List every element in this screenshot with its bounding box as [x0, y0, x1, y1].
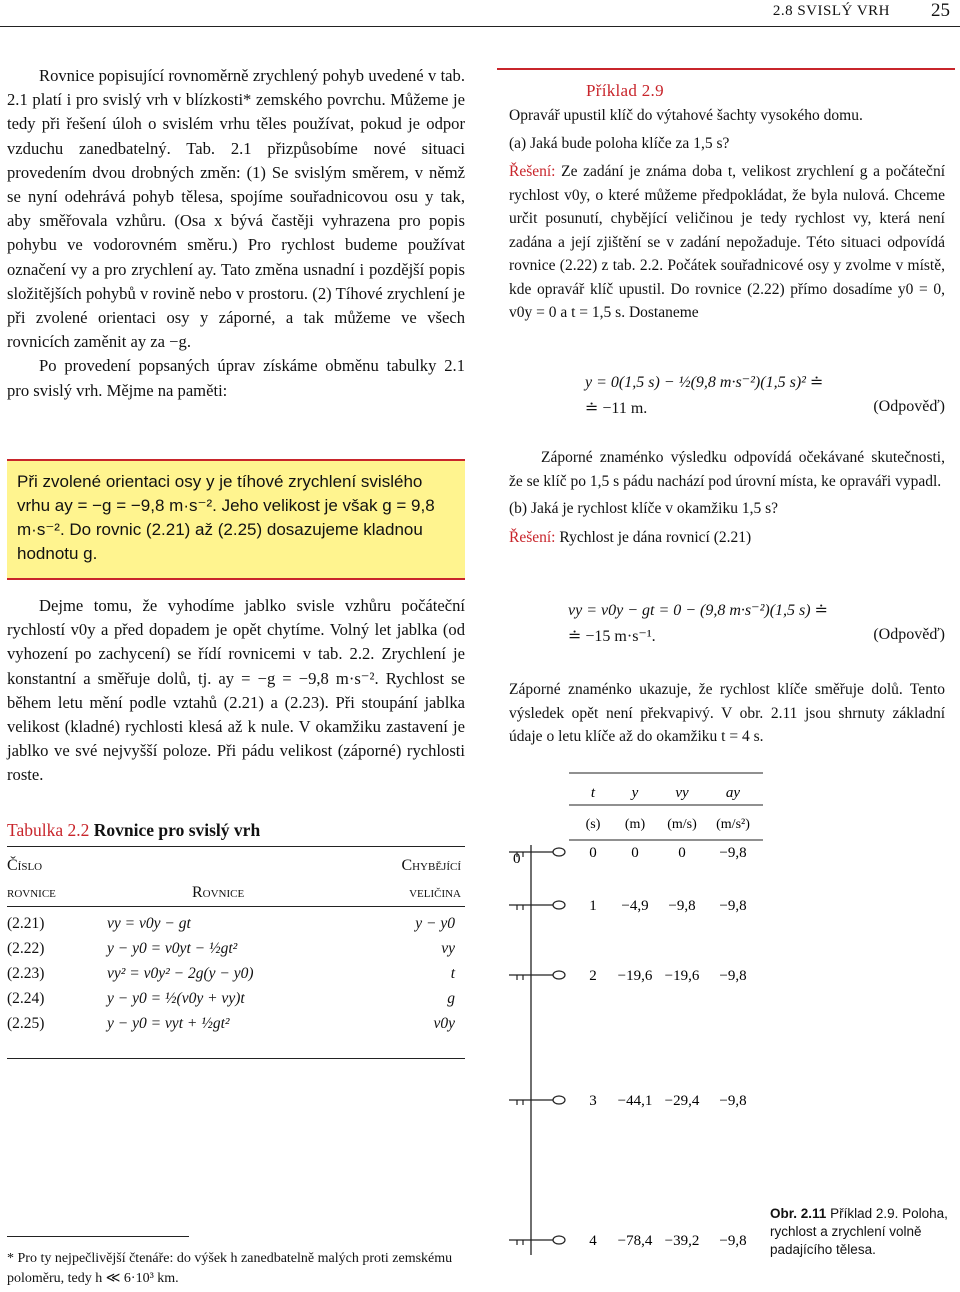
figure-cell-y: 0: [631, 845, 639, 861]
answer-label: (Odpověď): [873, 398, 945, 415]
row-missing: g: [447, 989, 455, 1007]
table-row: [7, 936, 465, 961]
row-equation: y − y0 = v0yt − ½gt²: [107, 939, 238, 957]
figure-rows: [509, 845, 747, 1249]
table-row: [7, 961, 465, 986]
row-equation: y − y0 = ½(v0y + vy)t: [107, 989, 245, 1007]
figure-cell-t: 1: [589, 898, 597, 914]
figure-cell-y: −78,4: [617, 1233, 653, 1249]
solution-a: [509, 160, 945, 325]
paragraph-b-result: Záporné znaménko ukazuje, že rychlost klíče směřuje dolů. Tento výsledek opět není překvapivý. V obr. 2.11 jsou shrnuty základní údaje o letu klíče až do okamžiku t = 4 s.: [509, 681, 945, 745]
example-frame: [497, 68, 955, 82]
example-intro: Opravář upustil klíč do výtahové šachty vysokého domu.: [509, 107, 863, 124]
question-b: (b) Jaká je rychlost klíče v okamžiku 1,5 s?: [509, 500, 779, 517]
key-icon: [509, 848, 565, 857]
equation-b: [568, 600, 945, 646]
header-number: Číslo: [7, 857, 43, 874]
running-section-title: 2.8 SVISLÝ VRH: [772, 3, 890, 19]
unit-vy: (m/s): [667, 817, 697, 832]
solution-label: Řešení:: [509, 528, 556, 546]
equation-b-line2-wrap: [568, 626, 945, 646]
figure-cell-vy: −39,2: [664, 1233, 700, 1249]
row-number: (2.24): [7, 989, 45, 1007]
table-row: [7, 986, 465, 1011]
equation-a-line2: ≐ −11 m.: [585, 400, 648, 417]
example-part-a: [509, 104, 945, 325]
solution-label: Řešení:: [509, 163, 556, 180]
header-rule: [0, 26, 960, 27]
solution-b: [509, 526, 945, 550]
example-middle: [509, 446, 945, 549]
figure-cell-y: −4,9: [621, 898, 649, 914]
figure-cell-t: 4: [589, 1233, 597, 1249]
header-missing: Chybějící: [401, 857, 461, 874]
paragraph-a-result: Záporné znaménko výsledku odpovídá očekávané skutečnosti, že se klíč po 1,5 s pádu nachází pod úrovní místa, ke opraváři vypadl.: [509, 449, 945, 490]
row-missing: vy: [441, 939, 455, 957]
row-missing: y − y0: [415, 914, 455, 932]
equation-a-line1: y = 0(1,5 s) − ½(9,8 m·s⁻²)(1,5 s)² ≐: [585, 374, 824, 391]
figure-caption-label: Obr. 2.11: [770, 1206, 827, 1221]
key-icon: [509, 1096, 565, 1105]
table-row: [7, 1011, 465, 1036]
col-header-t: t: [590, 785, 596, 801]
col-header-ay: ay: [725, 785, 741, 801]
figure-cell-vy: −19,6: [664, 968, 700, 984]
answer-label: (Odpověď): [873, 626, 945, 643]
figure-cell-ay: −9,8: [719, 845, 747, 861]
equation-b-line1: vy = v0y − gt = 0 − (9,8 m·s⁻²)(1,5 s) ≐: [568, 602, 829, 619]
table-mid-rule: [7, 906, 465, 907]
highlight-box: [7, 459, 465, 580]
unit-ay: (m/s²): [716, 817, 750, 832]
row-equation: y − y0 = vyt + ½gt²: [107, 1014, 230, 1032]
highlight-text: Při zvolené orientaci osy y je tíhové zrychlení svislého vrhu ay = −g = −9,8 m·s⁻². Jeho velikost je však g = 9,8 m·s⁻². Do rovnic (2.21) až (2.25) dosazujeme kladnou hodnotu g.: [17, 472, 435, 563]
row-missing: t: [450, 964, 455, 982]
figure-cell-t: 2: [589, 968, 597, 984]
figure-cell-vy: −29,4: [664, 1093, 700, 1109]
header-number-2: rovnice: [7, 884, 56, 901]
col-header-y: y: [631, 785, 639, 801]
solution-a-text: Ze zadání je známa doba t, velikost zrychlení g a počáteční rychlost v0y, o které můžeme předpokládat, že byla nulová. Chceme určit posunutí, chybějící veličinou je tedy rychlost vy, která není zadána a její zjištění se v zadání nepožaduje. Této situaci odpovídá rovnice (2.22) z tab. 2.2. Počátek souřadnicové osy y zvolme v místě, kde opravář klíč upustil. Do rovnice (2.22) přímo dosadíme y0 = 0, v0y = 0 a t = 1,5 s. Dostaneme: [509, 163, 945, 321]
figure-caption: [770, 1205, 950, 1259]
key-icon: [509, 971, 565, 980]
row-missing: v0y: [433, 1014, 455, 1032]
unit-y: (m): [624, 817, 646, 832]
header-equation: Rovnice: [192, 884, 245, 901]
figure-cell-ay: −9,8: [719, 1093, 747, 1109]
figure-cell-y: −19,6: [617, 968, 653, 984]
figure-cell-ay: −9,8: [719, 898, 747, 914]
figure-cell-t: 3: [589, 1093, 597, 1109]
table-bottom-rule: [7, 1058, 465, 1059]
paragraph-apple: Dejme tomu, že vyhodíme jablko svisle vzhůru počáteční rychlostí v0y a před dopadem je opět chytíme. Volný let jablka (od vyhození po zachycení) se řídí rovnicemi v tab. 2.2. Zrychlení je konstantní a směřuje dolů, tj. ay = −g = −9,8 m·s⁻². Rychlost se během letu mění podle vztahů (2.21) a (2.23). Při stoupání jablka velikost (kladné) rychlosti klesá až k nule. V okamžiku zastavení je jablko ve své nejvyšší poloze. Při pádu velikost (záporné) rychlosti roste.: [7, 596, 465, 785]
table-label: Tabulka 2.2: [7, 820, 90, 840]
paragraph-intro: Rovnice popisující rovnoměrně zrychlený pohyb uvedené v tab. 2.1 platí i pro svislý vrh v blízkosti* zemského povrchu. Můžeme je tedy při řešení úloh o svislém vrhu těles používat, pokud je odpor vzduchu zanedbatelný. Tab. 2.1 přizpůsobíme nové situaci provedením dvou drobných změn: (1) Se svislým směrem, v němž se nyní odehrává pohyb tělesa, spojíme souřadnicovou osu y tak, aby směřovala vzhůru. (Osa x bývá častěji vyhrazena pro popis pohybu ve vodorovném směru.) Pro rychlost budeme používat označení vy a pro zrychlení ay. Tato změna usnadní i pozdější popis složitějších pohybů v rovině nebo v prostoru. (2) Tíhové zrychlení je při zvolené orientaci osy y záporné, a tak můžeme ve všech rovnicích zaměnit ay za −g.: [7, 66, 465, 352]
footnote-rule: [7, 1236, 189, 1237]
table-caption: Rovnice pro svislý vrh: [93, 820, 261, 840]
row-number: (2.21): [7, 914, 45, 932]
figure-cell-ay: −9,8: [719, 968, 747, 984]
left-column-top: [7, 64, 465, 403]
figure-cell-ay: −9,8: [719, 1233, 747, 1249]
question-a: (a) Jaká bude poloha klíče za 1,5 s?: [509, 134, 730, 152]
figure-cell-t: 0: [589, 845, 597, 861]
figure-caption-text: Příklad 2.9. Poloha, rychlost a zrychlení volně padajícího tělesa.: [770, 1206, 948, 1257]
row-equation: vy² = v0y² − 2g(y − y0): [107, 964, 254, 982]
equation-a-line2-wrap: [585, 398, 945, 418]
figure-cell-vy: 0: [678, 845, 686, 861]
figure-cell-y: −44,1: [617, 1093, 653, 1109]
row-number: (2.23): [7, 964, 45, 982]
table-row: [7, 911, 465, 936]
table-title: [7, 820, 260, 841]
key-icon: [509, 1236, 565, 1245]
paragraph-transition: Po provedení popsaných úprav získáme obměnu tabulky 2.1 pro svislý vrh. Mějme na paměti:: [7, 356, 465, 400]
page-number: 25: [931, 0, 950, 21]
footnote: * Pro ty nejpečlivější čtenáře: do výšek h zanedbatelně malých proti zemskému poloměru, tedy h ≪ 6·10³ km.: [7, 1251, 453, 1286]
equations-table: [7, 911, 465, 1036]
equation-b-line2: ≐ −15 m·s⁻¹.: [568, 628, 656, 645]
row-equation: vy = v0y − gt: [107, 914, 191, 932]
col-header-vy: vy: [675, 785, 689, 801]
equation-a: [585, 372, 945, 418]
key-icon: [509, 901, 565, 910]
row-number: (2.22): [7, 939, 45, 957]
axis-zero-label: 0: [513, 851, 521, 867]
figure-cell-vy: −9,8: [668, 898, 696, 914]
unit-t: (s): [585, 817, 601, 832]
falling-key-figure: [497, 765, 767, 1265]
example-title: Příklad 2.9: [586, 81, 664, 100]
row-number: (2.25): [7, 1014, 45, 1032]
table-top-rule: [7, 846, 465, 847]
header-missing-2: veličina: [409, 884, 461, 901]
solution-b-text: Rychlost je dána rovnicí (2.21): [559, 528, 752, 546]
left-column-apple: [7, 594, 465, 788]
